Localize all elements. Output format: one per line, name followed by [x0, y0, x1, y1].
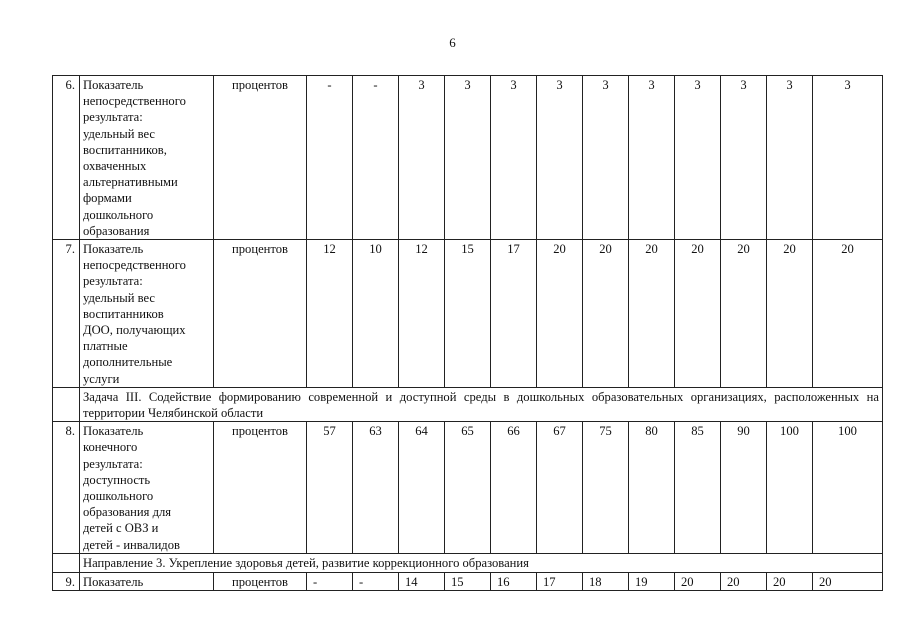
indicator-description-text: Показатель непосредственного результата: удельный вес воспитанников, охваченных альтернативными формами дошкольного образования: [83, 78, 186, 238]
table-row: [53, 422, 883, 554]
value-cell: 64: [399, 422, 445, 554]
value-cell: 100: [813, 422, 883, 554]
value-cell: 3: [767, 76, 813, 240]
indicator-description: [80, 422, 214, 554]
value-cell: 80: [629, 422, 675, 554]
value-cell: 12: [307, 240, 353, 388]
value-cell: -: [307, 76, 353, 240]
value-cell: 20: [767, 572, 813, 590]
indicator-description: [80, 76, 214, 240]
value-cell: 66: [491, 422, 537, 554]
section-row: [53, 387, 883, 421]
unit-cell: процентов: [214, 572, 307, 590]
table-body: [53, 76, 883, 591]
value-cell: 20: [675, 240, 721, 388]
unit-cell: процентов: [214, 240, 307, 388]
value-cell: 65: [445, 422, 491, 554]
value-cell: 3: [813, 76, 883, 240]
row-number: 8.: [53, 422, 80, 554]
value-cell: 15: [445, 572, 491, 590]
page-number: 6: [449, 35, 456, 50]
value-cell: 20: [583, 240, 629, 388]
value-cell: 20: [813, 572, 883, 590]
value-cell: 17: [537, 572, 583, 590]
value-cell: 20: [813, 240, 883, 388]
indicator-description: [80, 572, 214, 590]
unit-cell: процентов: [214, 422, 307, 554]
value-cell: 3: [675, 76, 721, 240]
value-cell: -: [353, 76, 399, 240]
row-number: 6.: [53, 76, 80, 240]
value-cell: -: [307, 572, 353, 590]
unit-cell: процентов: [214, 76, 307, 240]
value-cell: 3: [491, 76, 537, 240]
section-heading: Направление 3. Укрепление здоровья детей, развитие коррекционного образования: [80, 553, 883, 572]
value-cell: 18: [583, 572, 629, 590]
value-cell: 20: [537, 240, 583, 388]
indicator-description-text: Показатель: [83, 574, 144, 589]
indicator-description-text: Показатель конечного результата: доступность дошкольного образования для детей с ОВЗ и детей - инвалидов: [83, 424, 180, 552]
value-cell: 3: [583, 76, 629, 240]
row-number: 9.: [53, 572, 80, 590]
value-cell: -: [353, 572, 399, 590]
value-cell: 12: [399, 240, 445, 388]
section-row: [53, 553, 883, 572]
indicator-description: [80, 240, 214, 388]
value-cell: 3: [537, 76, 583, 240]
value-cell: 3: [629, 76, 675, 240]
value-cell: 10: [353, 240, 399, 388]
value-cell: 75: [583, 422, 629, 554]
section-num-cell: [53, 387, 80, 421]
value-cell: 20: [675, 572, 721, 590]
value-cell: 3: [445, 76, 491, 240]
row-number: 7.: [53, 240, 80, 388]
value-cell: 67: [537, 422, 583, 554]
section-heading: Задача III. Содействие формированию современной и доступной среды в дошкольных образовательных организациях, расположенных на территории Челябинской области: [80, 387, 883, 421]
table-row: [53, 572, 883, 590]
value-cell: 17: [491, 240, 537, 388]
table-row: [53, 240, 883, 388]
value-cell: 20: [767, 240, 813, 388]
value-cell: 57: [307, 422, 353, 554]
value-cell: 3: [721, 76, 767, 240]
value-cell: 15: [445, 240, 491, 388]
value-cell: 100: [767, 422, 813, 554]
value-cell: 16: [491, 572, 537, 590]
section-num-cell: [53, 553, 80, 572]
value-cell: 63: [353, 422, 399, 554]
value-cell: 3: [399, 76, 445, 240]
indicators-table: [52, 75, 883, 591]
indicator-description-text: Показатель непосредственного результата: удельный вес воспитанников ДОО, получающих платные дополнительные услуги: [83, 242, 186, 386]
value-cell: 14: [399, 572, 445, 590]
table-row: [53, 76, 883, 240]
value-cell: 20: [629, 240, 675, 388]
value-cell: 90: [721, 422, 767, 554]
value-cell: 20: [721, 240, 767, 388]
value-cell: 20: [721, 572, 767, 590]
value-cell: 85: [675, 422, 721, 554]
value-cell: 19: [629, 572, 675, 590]
